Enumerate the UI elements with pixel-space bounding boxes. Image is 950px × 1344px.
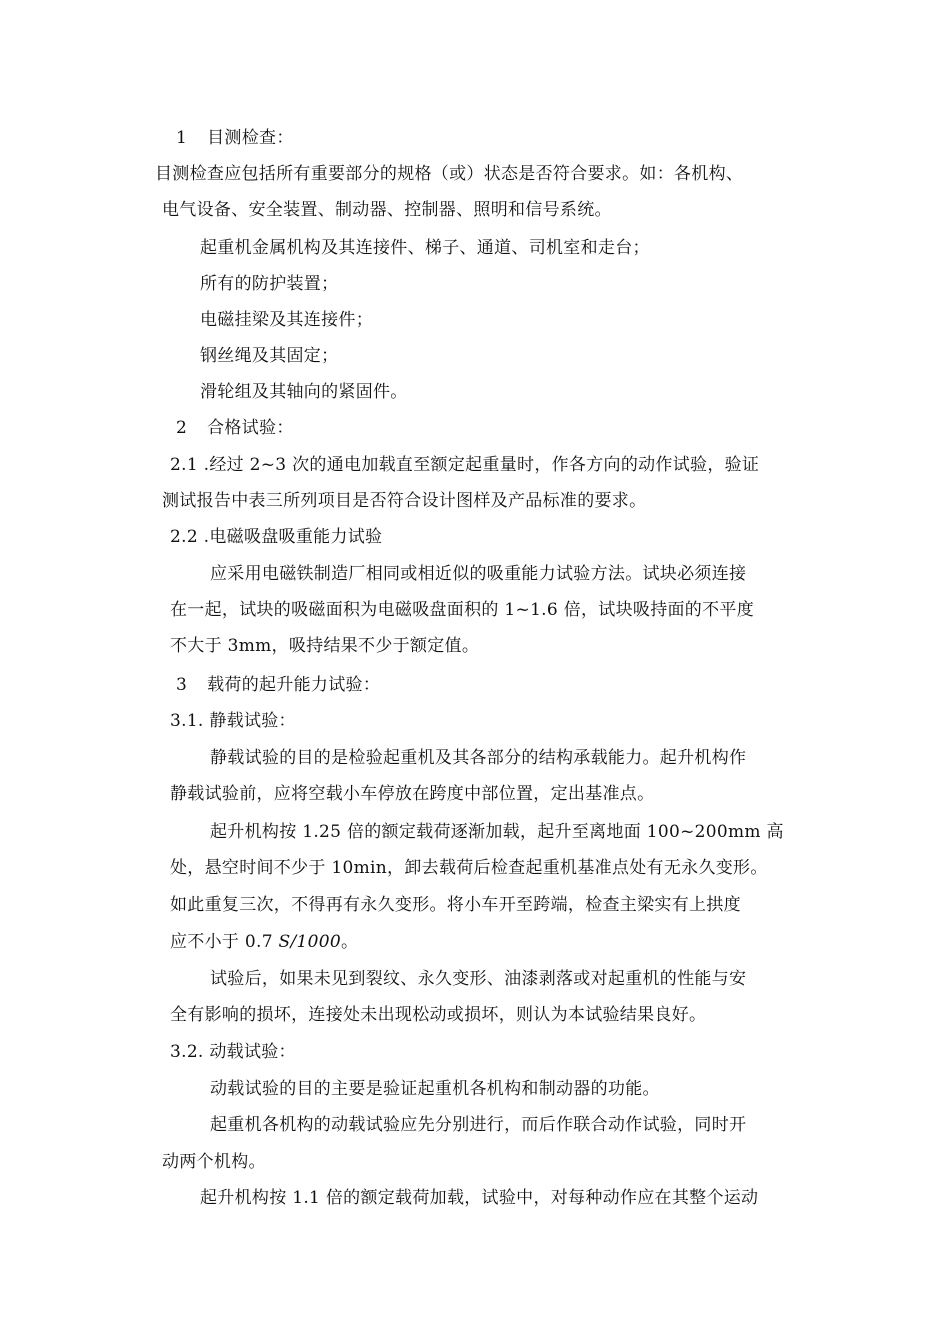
section-title: 合格试验： — [207, 418, 294, 438]
section-3-heading — [176, 673, 380, 697]
text-line: 起升机构按 1.1 倍的额定载荷加载，试验中，对每种动作应在其整个运动 — [200, 1188, 759, 1208]
section-number: 3 — [176, 675, 188, 695]
text-line: 起升机构按 1.25 倍的额定载荷逐渐加载，起升至离地面 100~200mm 高 — [210, 822, 784, 842]
section-title: 载荷的起升能力试验： — [207, 675, 381, 695]
text-line: 2.1 .经过 2~3 次的通电加载直至额定起重量时，作各方向的动作试验，验证 — [170, 455, 760, 475]
subsection-heading: 3.2. 动载试验： — [170, 1042, 296, 1062]
text-line: 应采用电磁铁制造厂相同或相近似的吸重能力试验方法。试块必须连接 — [210, 564, 747, 584]
text-line: 动载试验的目的主要是验证起重机各机构和制动器的功能。 — [210, 1079, 660, 1099]
section-title: 目测检查： — [207, 128, 294, 148]
section-2-heading — [176, 416, 294, 440]
text-line: 动两个机构。 — [162, 1152, 266, 1172]
text-segment: 应不小于 0.7 — [170, 932, 279, 952]
list-item: 滑轮组及其轴向的紧固件。 — [200, 382, 408, 402]
text-line: 如此重复三次，不得再有永久变形。将小车开至跨端，检查主梁实有上拱度 — [170, 895, 741, 915]
list-item: 钢丝绳及其固定； — [200, 346, 339, 366]
text-line: 处，悬空时间不少于 10min，卸去载荷后检查起重机基准点处有无永久变形。 — [170, 858, 768, 878]
text-segment: 。 — [340, 932, 359, 952]
subsection-heading: 2.2 .电磁吸盘吸重能力试验 — [170, 527, 383, 547]
text-line: 静载试验前，应将空载小车停放在跨度中部位置，定出基准点。 — [170, 784, 655, 804]
text-line: 在一起，试块的吸磁面积为电磁吸盘面积的 1~1.6 倍，试块吸持面的不平度 — [170, 600, 755, 620]
text-line: 不大于 3mm，吸持结果不少于额定值。 — [170, 636, 480, 656]
list-item: 电磁挂梁及其连接件； — [200, 310, 373, 330]
text-line: 电气设备、安全装置、制动器、控制器、照明和信号系统。 — [162, 200, 612, 220]
text-line: 试验后，如果未见到裂纹、永久变形、油漆剥落或对起重机的性能与安 — [210, 969, 747, 989]
text-line: 目测检查应包括所有重要部分的规格（或）状态是否符合要求。如：各机构、 — [155, 164, 744, 184]
section-1-heading — [176, 126, 294, 150]
section-number: 1 — [176, 128, 188, 148]
text-line — [170, 930, 358, 954]
text-line: 静载试验的目的是检验起重机及其各部分的结构承载能力。起升机构作 — [210, 748, 747, 768]
formula-text: S/1000 — [278, 932, 341, 952]
list-item: 所有的防护装置； — [200, 274, 339, 294]
section-number: 2 — [176, 418, 188, 438]
list-item: 起重机金属机构及其连接件、梯子、通道、司机室和走台； — [200, 238, 650, 258]
text-line: 测试报告中表三所列项目是否符合设计图样及产品标准的要求。 — [162, 491, 647, 511]
text-line: 全有影响的损坏，连接处未出现松动或损坏，则认为本试验结果良好。 — [170, 1005, 707, 1025]
text-line: 起重机各机构的动载试验应先分别进行，而后作联合动作试验，同时开 — [210, 1115, 747, 1135]
subsection-heading: 3.1. 静载试验： — [170, 711, 296, 731]
